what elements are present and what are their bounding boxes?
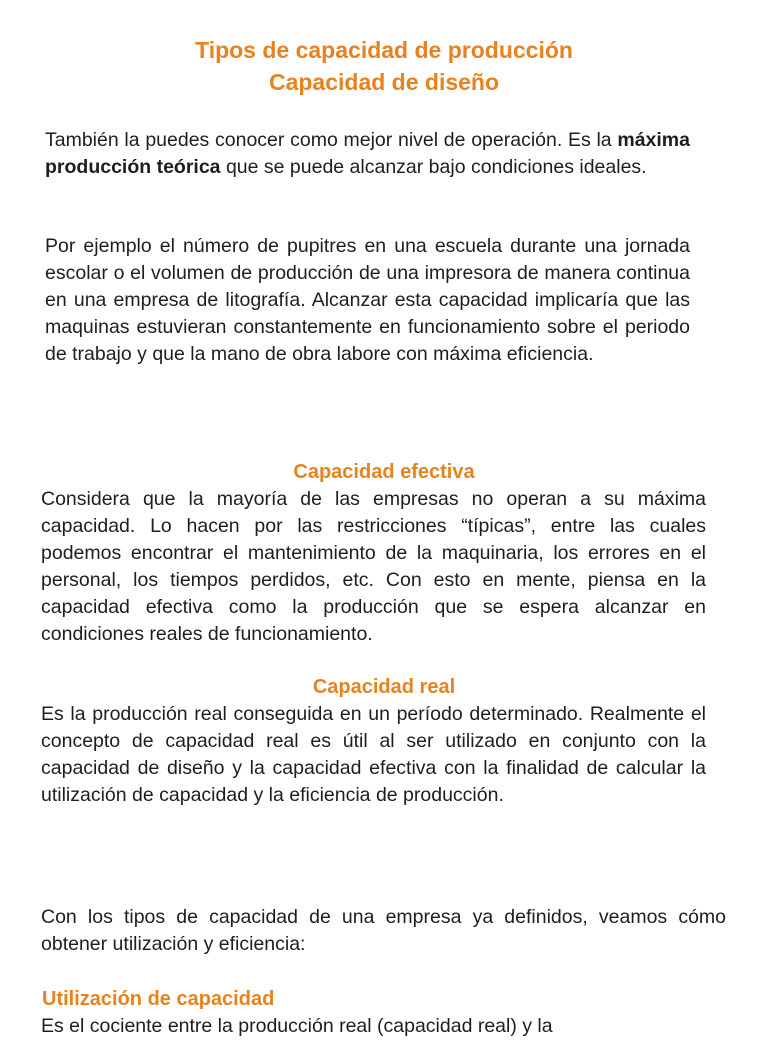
- design-text-bold: máxima producción teórica: [45, 129, 690, 178]
- real-capacity-paragraph: Es la producción real conseguida en un período determinado. Realmente el concepto de capacidad real es útil al ser utilizado en conjunto con la capacidad de diseño y la capacidad efectiva con la finalidad de calcular la utilización de capacidad y la eficiencia de producción.: [41, 703, 706, 806]
- intro-paragraph: Con los tipos de capacidad de una empresa ya definidos, veamos cómo obtener utilización y eficiencia:: [41, 906, 726, 955]
- heading-real-capacity: Capacidad real: [312, 676, 456, 698]
- design-capacity-paragraph-2: Por ejemplo el número de pupitres en una escuela durante una jornada escolar o el volumen de producción de una impresora de manera continua en una empresa de litografía. Alcanzar esta capacidad implicaría que las maquinas estuvieran constantemente en funcionamiento sobre el periodo de trabajo y que la mano de obra labore con máxima eficiencia.: [45, 235, 690, 365]
- design-text-start: También la puedes conocer como mejor nivel de operación. Es la: [45, 129, 618, 151]
- document-title: Tipos de capacidad de producción: [195, 37, 573, 63]
- design-text-end: que se puede alcanzar bajo condiciones ideales.: [220, 156, 647, 178]
- design-capacity-paragraph-1: [45, 127, 690, 181]
- effective-capacity-paragraph: Considera que la mayoría de las empresas no operan a su máxima capacidad. Lo hacen por las restricciones “típicas”, entre las cuales podemos encontrar el mantenimiento de la maquinaria, los errores en el personal, los tiempos perdidos, etc. Con esto en mente, piensa en la capacidad efectiva como la producción que se espera alcanzar en condiciones reales de funcionamiento.: [41, 488, 706, 645]
- heading-capacity-utilization: Utilización de capacidad: [42, 988, 275, 1010]
- capacity-utilization-paragraph: Es el cociente entre la producción real (capacidad real) y la: [41, 1015, 553, 1037]
- heading-effective-capacity: Capacidad efectiva: [293, 461, 475, 483]
- section-title-design-capacity: Capacidad de diseño: [268, 69, 500, 95]
